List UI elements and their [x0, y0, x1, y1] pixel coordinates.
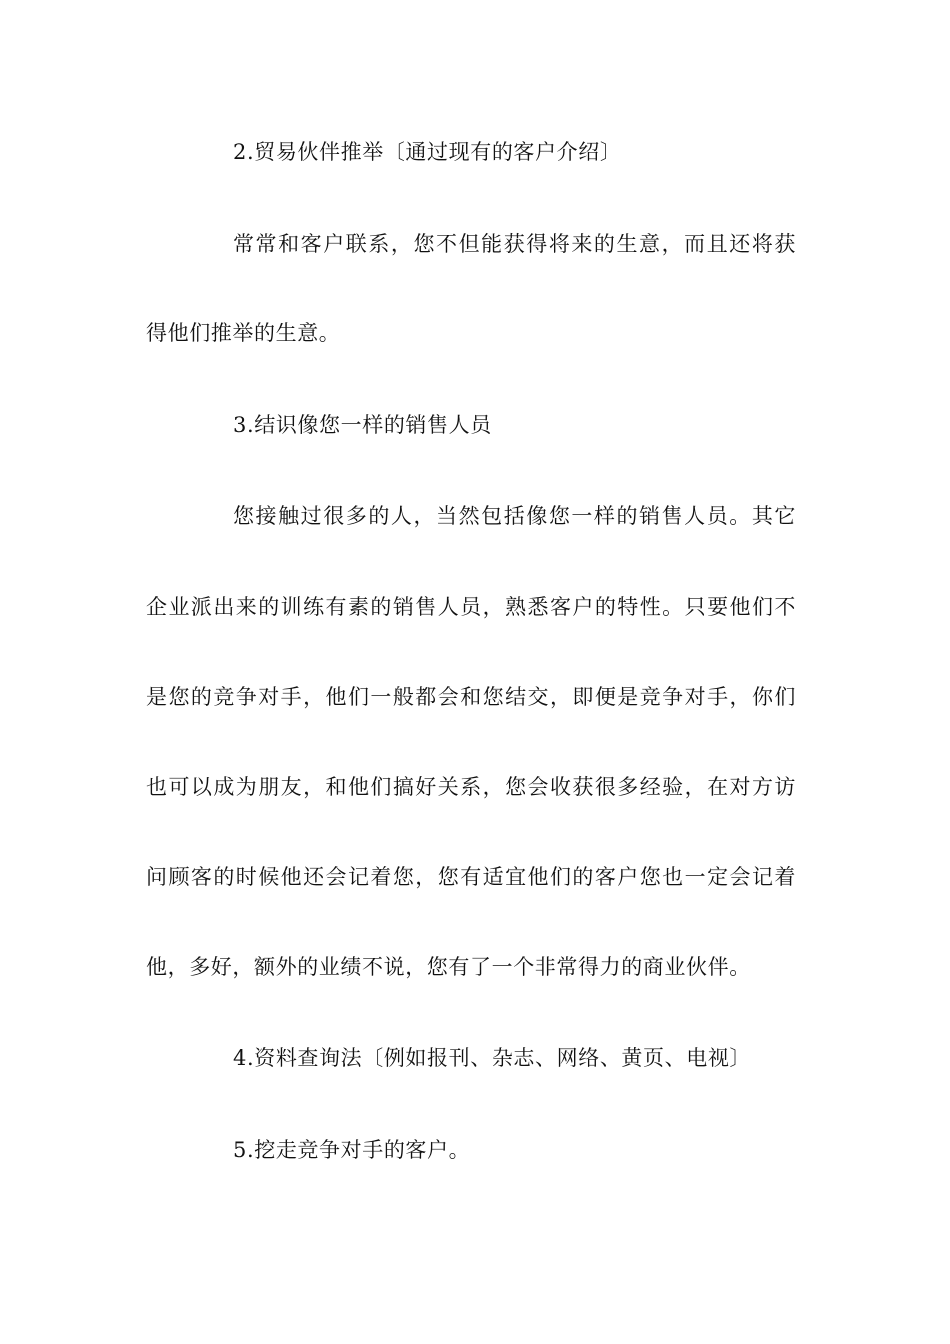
heading-meet-salespeople: 3.结识像您一样的销售人员	[233, 413, 492, 437]
heading-data-query-method: 4.资料查询法〔例如报刊、杂志、网络、黄页、电视〕	[233, 1046, 752, 1070]
paragraph-line: 您接触过很多的人，当然包括像您一样的销售人员。其它	[233, 504, 796, 528]
paragraph-line: 问顾客的时候他还会记着您，您有适宜他们的客户您也一定会记着	[146, 865, 796, 889]
paragraph-line: 他，多好，额外的业绩不说，您有了一个非常得力的商业伙伴。	[146, 955, 751, 979]
paragraph-line: 也可以成为朋友，和他们搞好关系，您会收获很多经验，在对方访	[146, 775, 796, 799]
paragraph-line: 企业派出来的训练有素的销售人员，熟悉客户的特性。只要他们不	[146, 595, 796, 619]
paragraph-line: 得他们推举的生意。	[146, 321, 341, 345]
heading-win-competitor-customers: 5.挖走竞争对手的客户。	[233, 1138, 471, 1162]
paragraph-line: 是您的竞争对手，他们一般都会和您结交，即便是竞争对手，你们	[146, 685, 796, 709]
heading-trade-partner-referral: 2.贸易伙伴推举〔通过现有的客户介绍〕	[233, 140, 622, 164]
paragraph-line: 常常和客户联系，您不但能获得将来的生意，而且还将获	[233, 232, 796, 256]
